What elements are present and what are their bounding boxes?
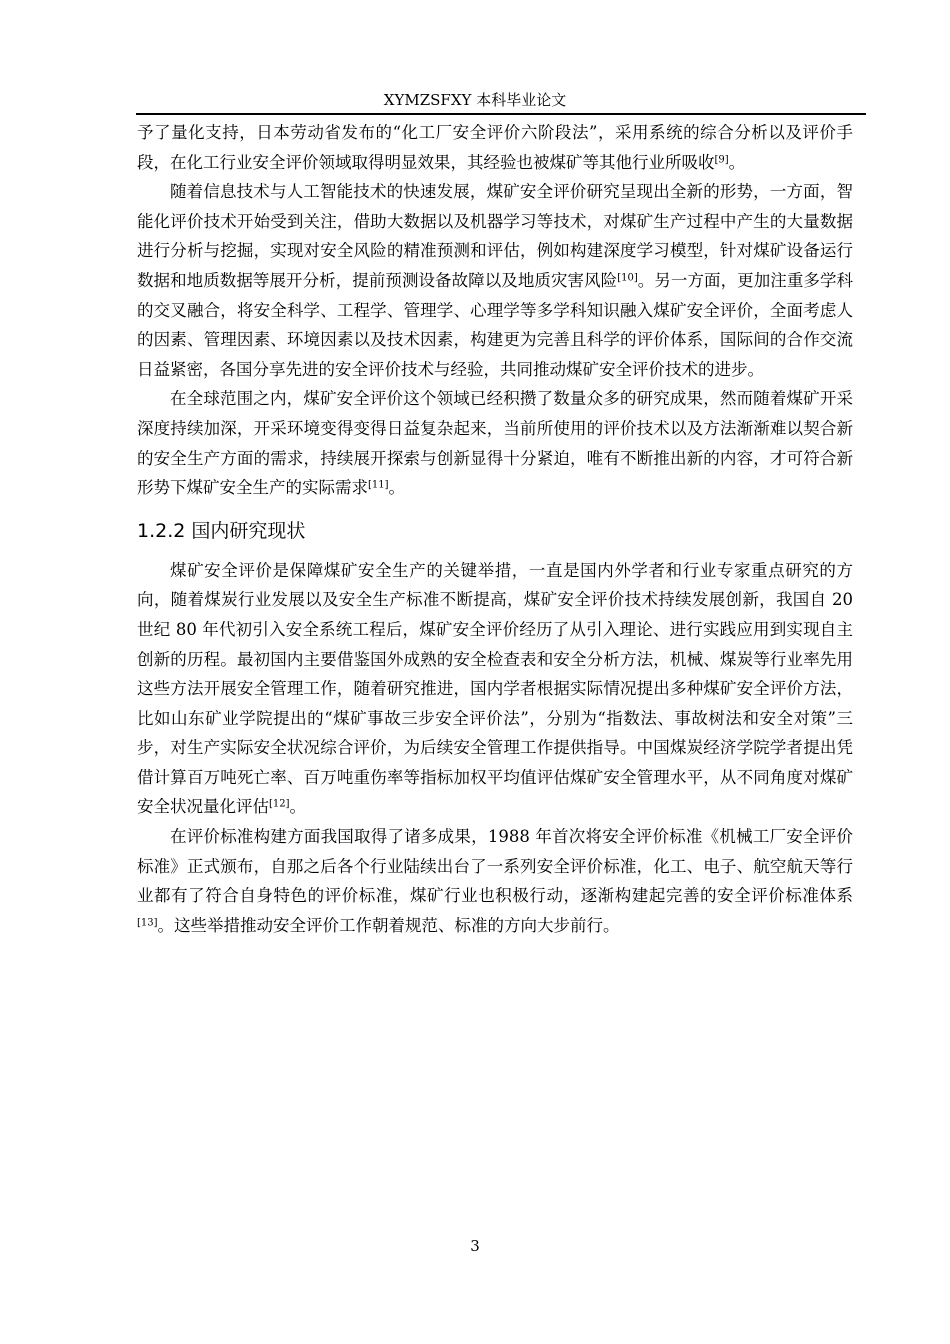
paragraph-4-text: 煤矿安全评价是保障煤矿安全生产的关键举措，一直是国内外学者和行业专家重点研究的方向，随着煤炭行业发展以及安全生产标准不断提高，煤矿安全评价技术持续发展创新，我国自 20 世纪 80 年代初引入安全系统工程后，煤矿安全评价经历了从引入理论、进行实践应用到实现自主创新的历程。最初国内主要借鉴国外成熟的安全检查表和安全分析方法，机械、煤炭等行业率先用这些方法开展安全管理工作，随着研究推进，国内学者根据实际情况提出多种煤矿安全评价方法，比如山东矿业学院提出的“煤矿事故三步安全评价法”，分别为“指数法、事故树法和安全对策”三步，对生产实际安全状况综合评价，为后续安全管理工作提供指导。中国煤炭经济学院学者提出凭借计算百万吨死亡率、百万吨重伤率等指标加权平均值评估煤矿安全管理水平，从不同角度对煤矿安全状况量化评估 (137, 560, 853, 817)
paragraph-5-text: 在评价标准构建方面我国取得了诸多成果，1988 年首次将安全评价标准《机械工厂安全评价标准》正式颁布，自那之后各个行业陆续出台了一系列安全评价标准，化工、电子、航空航天等行业都有了符合自身特色的评价标准，煤矿行业也积极行动，逐渐构建起完善的安全评价标准体系 (137, 827, 853, 906)
paragraph-2-text-b: 。另一方面，更加注重多学科的交叉融合，将安全科学、工程学、管理学、心理学等多学科知识融入煤矿安全评价，全面考虑人的因素、管理因素、环境因素以及技术因素，构建更为完善且科学的评价体系，国际间的合作交流日益紧密，各国分享先进的安全评价技术与经验，共同推动煤矿安全评价技术的进步。 (137, 270, 854, 379)
running-header: XYMZSFXY 本科毕业论文 (383, 91, 567, 109)
paragraph-3-text: 在全球范围之内，煤矿安全评价这个领域已经积攒了数量众多的研究成果，然而随着煤矿开采深度持续加深，开采环境变得变得日益复杂起来，当前所使用的评价技术以及方法渐渐难以契合新的安全生产方面的需求，持续展开探索与创新显得十分紧迫，唯有不断推出新的内容，才可符合新形势下煤矿安全生产的实际需求 (137, 389, 853, 498)
citation-13: [13] (137, 917, 158, 929)
section-heading: 1.2.2 国内研究现状 (137, 519, 306, 542)
citation-11: [11] (368, 479, 389, 491)
citation-10: [10] (617, 272, 638, 284)
paragraph-4 (137, 556, 853, 822)
citation-12: [12] (269, 798, 290, 810)
paragraph-2 (137, 177, 853, 384)
page-number: 3 (470, 1237, 480, 1255)
paragraph-1-text: 予了量化支持，日本劳动省发布的“化工厂安全评价六阶段法”，采用系统的综合分析以及评价手段，在化工行业安全评价领域取得明显效果，其经验也被煤矿等其他行业所吸收 (137, 123, 853, 172)
paragraph-1-tail: 。 (728, 152, 746, 172)
paragraph-3 (137, 384, 853, 502)
paragraph-2-text-a: 随着信息技术与人工智能技术的快速发展，煤矿安全评价研究呈现出全新的形势，一方面，智能化评价技术开始受到关注，借助大数据以及机器学习等技术，对煤矿生产过程中产生的大量数据进行分析与挖掘，实现对安全风险的精准预测和评估，例如构建深度学习模型，针对煤矿设备运行数据和地质数据等展开分析，提前预测设备故障以及地质灾害风险 (137, 182, 853, 290)
page-body (137, 118, 853, 940)
paragraph-5 (137, 822, 853, 940)
paragraph-3-tail: 。 (388, 478, 406, 498)
citation-9: [9] (714, 154, 729, 166)
paragraph-4-tail: 。 (289, 797, 307, 817)
header-divider (136, 113, 866, 115)
paragraph-1 (137, 118, 853, 177)
paragraph-5-tail: 。这些举措推动安全评价工作朝着规范、标准的方向大步前行。 (157, 915, 620, 935)
